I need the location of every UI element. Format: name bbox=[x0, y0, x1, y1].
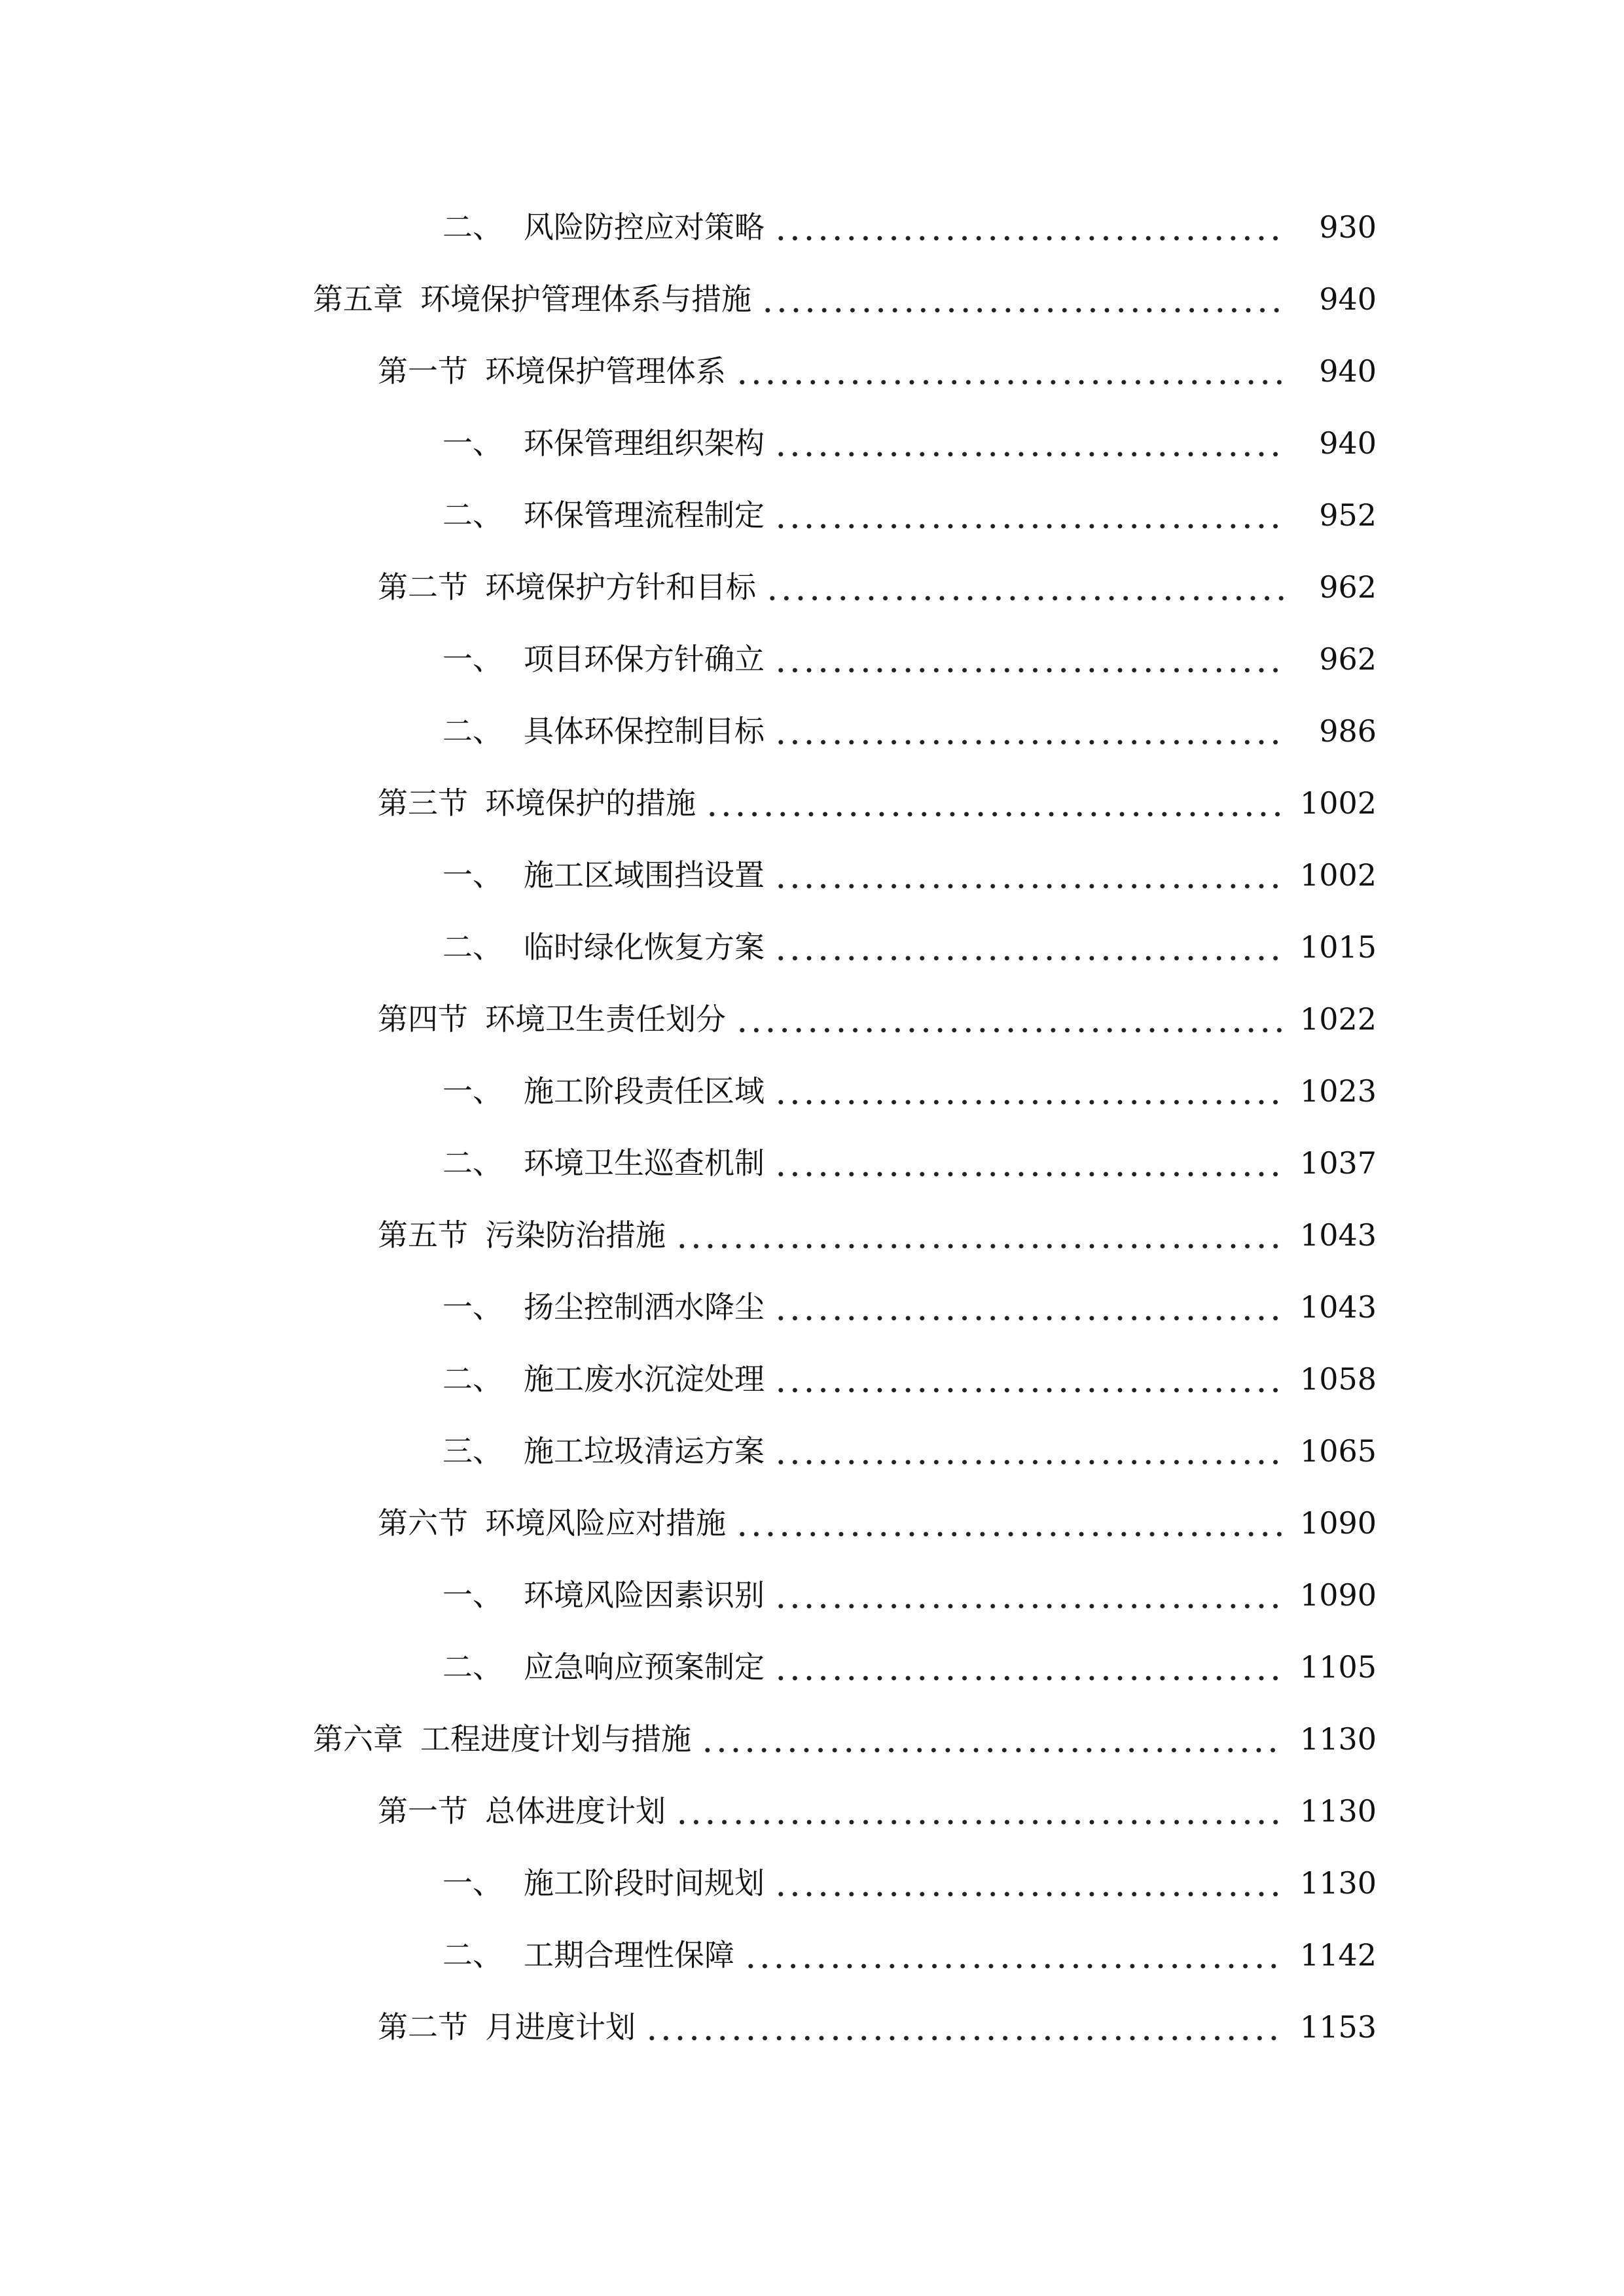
toc-entry-title: 扬尘控制洒水降尘 bbox=[524, 1289, 765, 1325]
toc-entry-page: 1153 bbox=[1299, 2009, 1377, 2045]
toc-entry[interactable] bbox=[0, 1919, 1624, 1991]
toc-entry[interactable] bbox=[0, 1775, 1624, 1847]
toc-entry[interactable] bbox=[0, 191, 1624, 263]
toc-entry-title: 污染防治措施 bbox=[485, 1217, 666, 1253]
toc-entry-title: 工期合理性保障 bbox=[524, 1937, 734, 1973]
toc-entry[interactable] bbox=[0, 1415, 1624, 1487]
toc-dot-leader bbox=[774, 1868, 1284, 1898]
toc-entry-page: 1002 bbox=[1299, 857, 1377, 893]
toc-dot-leader bbox=[774, 1076, 1284, 1106]
toc-dot-leader bbox=[675, 1220, 1284, 1250]
toc-dot-leader bbox=[774, 1580, 1284, 1610]
toc-entry-title: 环境保护管理体系与措施 bbox=[420, 281, 751, 317]
toc-entry-title: 施工区域围挡设置 bbox=[524, 857, 765, 893]
toc-entry-title: 施工垃圾清运方案 bbox=[524, 1433, 765, 1469]
toc-entry-title: 月进度计划 bbox=[485, 2009, 636, 2045]
toc-dot-leader bbox=[774, 644, 1284, 674]
toc-entry-number: 第五节 bbox=[378, 1217, 468, 1253]
toc-dot-leader bbox=[735, 356, 1284, 386]
toc-dot-leader bbox=[774, 932, 1284, 962]
toc-entry-number: 第三节 bbox=[378, 785, 468, 821]
toc-entry-number: 一、 bbox=[442, 425, 503, 461]
toc-entry[interactable] bbox=[0, 551, 1624, 623]
toc-entry-page: 1130 bbox=[1299, 1721, 1377, 1757]
toc-entry-title: 环境风险因素识别 bbox=[524, 1577, 765, 1613]
toc-dot-leader bbox=[774, 428, 1284, 458]
toc-entry-title: 环境保护管理体系 bbox=[485, 353, 726, 389]
toc-dot-leader bbox=[735, 1004, 1284, 1034]
toc-entry[interactable] bbox=[0, 1991, 1624, 2063]
toc-entry-number: 第二节 bbox=[378, 569, 468, 605]
toc-entry-number: 第一节 bbox=[378, 1793, 468, 1829]
toc-dot-leader bbox=[700, 1724, 1284, 1754]
toc-entry-page: 1058 bbox=[1299, 1361, 1377, 1397]
toc-entry-title: 具体环保控制目标 bbox=[524, 713, 765, 749]
toc-entry-page: 952 bbox=[1319, 497, 1377, 533]
toc-entry[interactable] bbox=[0, 1055, 1624, 1127]
toc-entry-page: 962 bbox=[1319, 641, 1377, 677]
toc-dot-leader bbox=[774, 500, 1284, 530]
toc-dot-leader bbox=[774, 1292, 1284, 1322]
toc-entry-page: 940 bbox=[1319, 425, 1377, 461]
toc-entry-page: 962 bbox=[1319, 569, 1377, 605]
toc-entry[interactable] bbox=[0, 335, 1624, 407]
toc-entry-title: 施工废水沉淀处理 bbox=[524, 1361, 765, 1397]
toc-dot-leader bbox=[705, 788, 1284, 818]
toc-entry-number: 一、 bbox=[442, 857, 503, 893]
toc-entry-title: 环境卫生巡查机制 bbox=[524, 1145, 765, 1181]
toc-entry-number: 二、 bbox=[442, 1361, 503, 1397]
toc-entry[interactable] bbox=[0, 983, 1624, 1055]
toc-entry-number: 二、 bbox=[442, 497, 503, 533]
toc-entry-page: 1142 bbox=[1299, 1937, 1377, 1973]
toc-entry-title: 风险防控应对策略 bbox=[524, 209, 765, 245]
toc-entry[interactable] bbox=[0, 911, 1624, 983]
toc-entry-title: 环保管理组织架构 bbox=[524, 425, 765, 461]
toc-dot-leader bbox=[774, 1436, 1284, 1466]
toc-entry[interactable] bbox=[0, 623, 1624, 695]
toc-entry-title: 环境保护的措施 bbox=[485, 785, 696, 821]
toc-dot-leader bbox=[774, 1148, 1284, 1178]
toc-entry-page: 940 bbox=[1319, 281, 1377, 317]
toc-entry-number: 二、 bbox=[442, 713, 503, 749]
toc-dot-leader bbox=[774, 212, 1284, 242]
toc-entry-page: 1015 bbox=[1299, 929, 1377, 965]
toc-entry-number: 三、 bbox=[442, 1433, 503, 1469]
toc-entry-page: 940 bbox=[1319, 353, 1377, 389]
toc-entry-title: 项目环保方针确立 bbox=[524, 641, 765, 677]
toc-entry-number: 一、 bbox=[442, 1289, 503, 1325]
toc-entry[interactable] bbox=[0, 1127, 1624, 1199]
toc-dot-leader bbox=[675, 1796, 1284, 1826]
toc-dot-leader bbox=[774, 716, 1284, 746]
toc-entry-page: 1023 bbox=[1299, 1073, 1377, 1109]
toc-entry-page: 1043 bbox=[1299, 1217, 1377, 1253]
toc-entry-number: 一、 bbox=[442, 1073, 503, 1109]
toc-entry-title: 应急响应预案制定 bbox=[524, 1649, 765, 1685]
toc-entry-page: 986 bbox=[1319, 713, 1377, 749]
toc-entry-number: 第六章 bbox=[313, 1721, 403, 1757]
toc-entry-page: 1037 bbox=[1299, 1145, 1377, 1181]
toc-entry-page: 1043 bbox=[1299, 1289, 1377, 1325]
toc-dot-leader bbox=[761, 284, 1284, 314]
toc-dot-leader bbox=[744, 1940, 1284, 1970]
toc-entry-page: 1065 bbox=[1299, 1433, 1377, 1469]
toc-entry-page: 1022 bbox=[1299, 1001, 1377, 1037]
toc-entry[interactable] bbox=[0, 1559, 1624, 1631]
toc-entry[interactable] bbox=[0, 695, 1624, 767]
toc-entry-title: 施工阶段时间规划 bbox=[524, 1865, 765, 1901]
toc-entry[interactable] bbox=[0, 839, 1624, 911]
toc-entry[interactable] bbox=[0, 1199, 1624, 1271]
toc-entry[interactable] bbox=[0, 1343, 1624, 1415]
toc-dot-leader bbox=[774, 860, 1284, 890]
toc-entry-page: 1090 bbox=[1299, 1577, 1377, 1613]
toc-entry[interactable] bbox=[0, 407, 1624, 479]
toc-entry[interactable] bbox=[0, 1271, 1624, 1343]
toc-entry-page: 1002 bbox=[1299, 785, 1377, 821]
toc-entry-number: 二、 bbox=[442, 1937, 503, 1973]
toc-entry-title: 临时绿化恢复方案 bbox=[524, 929, 765, 965]
toc-entry[interactable] bbox=[0, 1847, 1624, 1919]
toc-entry-page: 930 bbox=[1319, 209, 1377, 245]
toc-entry-number: 二、 bbox=[442, 209, 503, 245]
toc-entry-title: 总体进度计划 bbox=[485, 1793, 666, 1829]
toc-entry-number: 第二节 bbox=[378, 2009, 468, 2045]
toc-dot-leader bbox=[645, 2012, 1284, 2042]
toc-entry-number: 二、 bbox=[442, 1649, 503, 1685]
toc-entry-number: 一、 bbox=[442, 641, 503, 677]
toc-entry-title: 环境保护方针和目标 bbox=[485, 569, 756, 605]
toc-entry-title: 施工阶段责任区域 bbox=[524, 1073, 765, 1109]
toc-dot-leader bbox=[774, 1364, 1284, 1394]
table-of-contents bbox=[0, 191, 1624, 2063]
toc-entry-number: 第四节 bbox=[378, 1001, 468, 1037]
toc-entry-number: 二、 bbox=[442, 929, 503, 965]
toc-entry-number: 第五章 bbox=[313, 281, 403, 317]
toc-entry-title: 环境风险应对措施 bbox=[485, 1505, 726, 1541]
toc-entry-number: 第一节 bbox=[378, 353, 468, 389]
toc-entry-number: 一、 bbox=[442, 1577, 503, 1613]
toc-entry-page: 1130 bbox=[1299, 1865, 1377, 1901]
toc-entry-page: 1090 bbox=[1299, 1505, 1377, 1541]
toc-entry-title: 环保管理流程制定 bbox=[524, 497, 765, 533]
toc-entry-number: 一、 bbox=[442, 1865, 503, 1901]
toc-dot-leader bbox=[774, 1652, 1284, 1682]
toc-entry[interactable] bbox=[0, 1487, 1624, 1559]
toc-entry[interactable] bbox=[0, 263, 1624, 335]
toc-entry[interactable] bbox=[0, 1703, 1624, 1775]
toc-entry-number: 第六节 bbox=[378, 1505, 468, 1541]
toc-entry[interactable] bbox=[0, 767, 1624, 839]
toc-dot-leader bbox=[735, 1508, 1284, 1538]
toc-dot-leader bbox=[765, 572, 1284, 602]
toc-entry-number: 二、 bbox=[442, 1145, 503, 1181]
toc-entry-page: 1130 bbox=[1299, 1793, 1377, 1829]
toc-entry-title: 工程进度计划与措施 bbox=[420, 1721, 691, 1757]
toc-entry-title: 环境卫生责任划分 bbox=[485, 1001, 726, 1037]
toc-entry[interactable] bbox=[0, 479, 1624, 551]
toc-entry-page: 1105 bbox=[1299, 1649, 1377, 1685]
toc-entry[interactable] bbox=[0, 1631, 1624, 1703]
